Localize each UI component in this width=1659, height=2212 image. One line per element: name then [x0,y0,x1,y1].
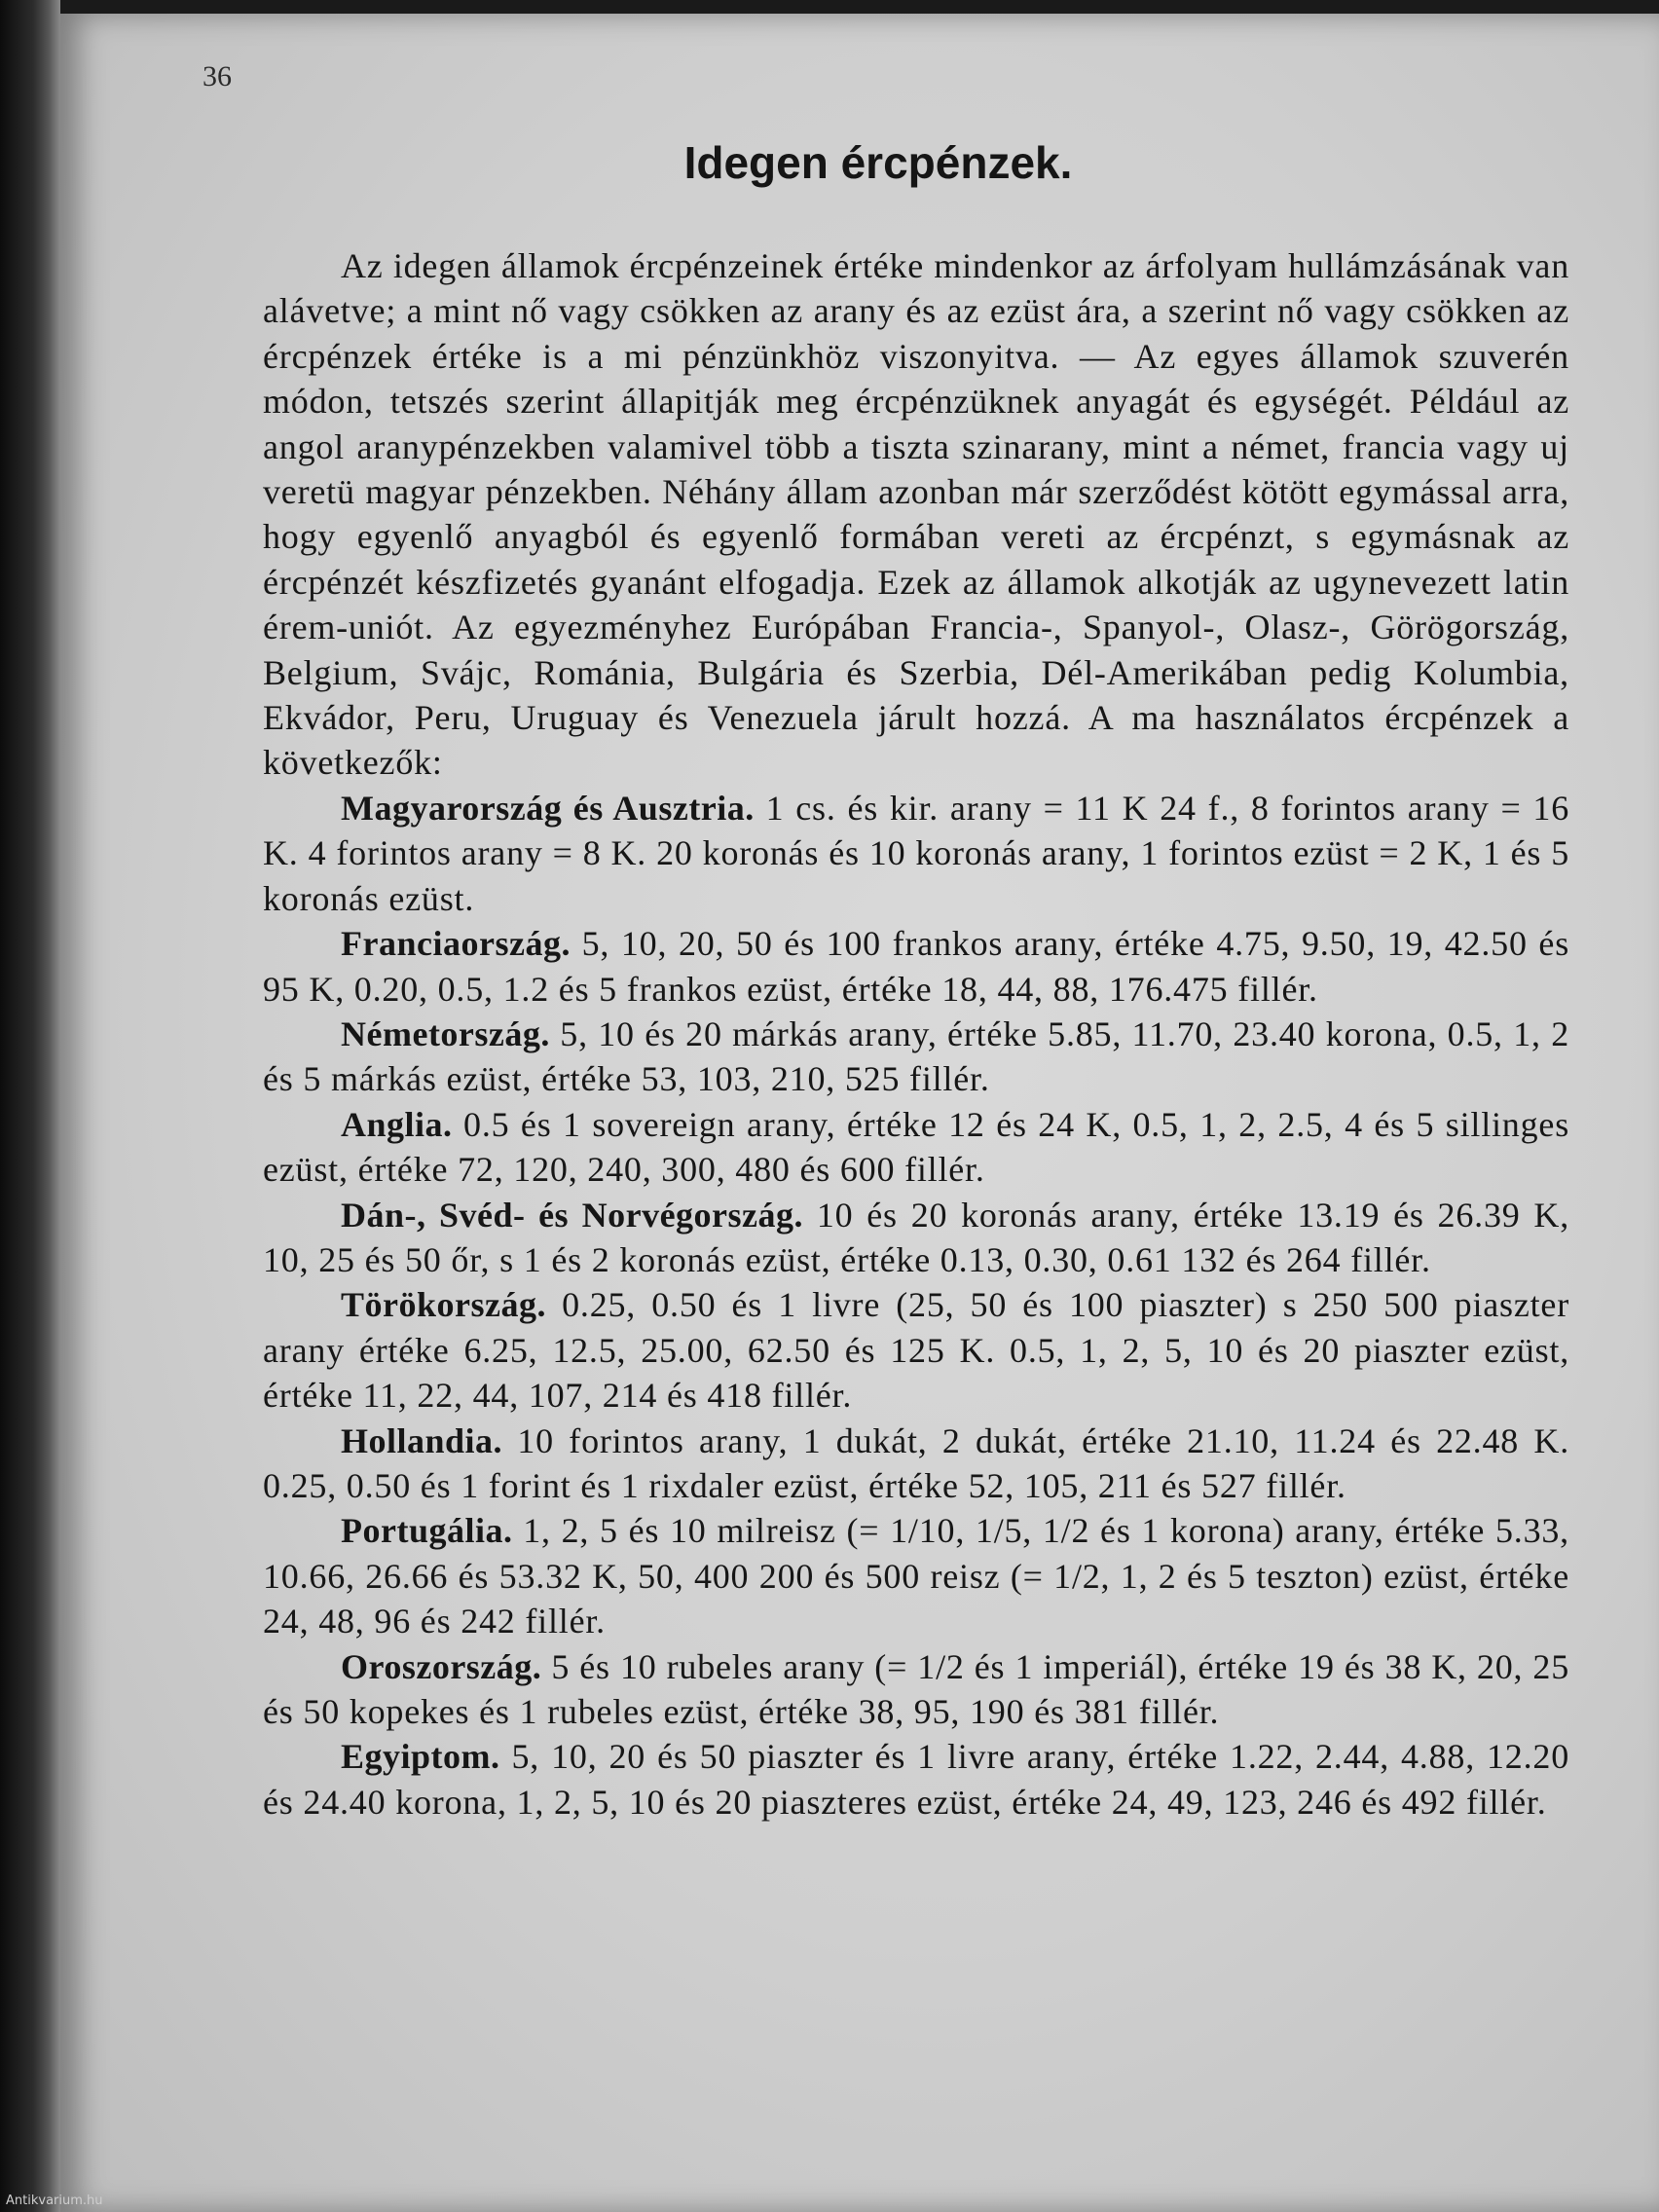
entry-text: 0.5 és 1 sovereign arany, értéke 12 és 24 K, 0.5, 1, 2, 2.5, 4 és 5 sillinges ezüst, értéke 72, 120, 240, 300, 480 és 600 fillér. [263,1104,1569,1190]
entry-paragraph [263,1282,1569,1418]
entry-paragraph [263,921,1569,1012]
entry-paragraph [263,1193,1569,1283]
entry-paragraph [263,1644,1569,1735]
entry-paragraph [263,1419,1569,1509]
entry-text: 5, 10, 20, 50 és 100 frankos arany, értéke 4.75, 9.50, 19, 42.50 és 95 K, 0.20, 0.5, 1.2 és 5 frankos ezüst, értéke 18, 44, 88, 176.475 fillér. [263,924,1569,1009]
country-name: Anglia. [341,1104,453,1144]
entry-paragraph [263,1508,1569,1643]
country-name: Németország. [341,1014,550,1053]
country-name: Franciaország. [341,924,571,964]
country-name: Dán-, Svéd- és Norvégország. [341,1195,804,1235]
body-text [263,243,1569,1825]
page-number: 36 [203,60,232,92]
entry-text: 1, 2, 5 és 10 milreisz (= 1/10, 1/5, 1/2 és 1 korona) arany, értéke 5.33, 10.66, 26.66 és 53.32 K, 50, 400 200 és 500 reisz (= 1/2, 1, 2 és 5 teszton) ezüst, értéke 24, 48, 96 és 242 fillér. [263,1511,1569,1641]
country-name: Magyarország és Ausztria. [341,788,755,828]
intro-paragraph: Az idegen államok ércpénzeinek értéke mindenkor az árfolyam hullámzásának van alávetve; a mint nő vagy csökken az arany és az ezüst ára, a szerint nő vagy csökken az ércpénzek értéke is a mi pénzünkhöz viszonyitva. — Az egyes államok szuverén módon, tetszés szerint állapitják meg ércpénzüknek anyagát és egységét. Például az angol aranypénzekben valamivel több a tiszta szinarany, mint a német, francia vagy uj veretü magyar pénzekben. Néhány állam azonban már szerződést kötött egymással arra, hogy egyenlő anyagból és egyenlő formában vereti az ércpénzt, s egymásnak az ércpénzét készfizetés gyanánt elfogadja. Ezek az államok alkotják az ugynevezett latin érem-uniót. Az egyezményhez Európában Francia-, Spanyol-, Olasz-, Görögország, Belgium, Svájc, Románia, Bulgária és Szerbia, Dél-Amerikában pedig Kolumbia, Ekvádor, Peru, Uruguay és Venezuela járult hozzá. A ma használatos ércpénzek a következők: [263,246,1569,783]
page-title: Idegen ércpénzek. [683,137,1073,188]
country-name: Portugália. [341,1511,513,1551]
entry-paragraph [263,1734,1569,1825]
country-name: Oroszország. [341,1646,542,1686]
country-name: Hollandia. [341,1420,503,1460]
watermark: Antikvarium.hu [6,2194,103,2208]
entry-paragraph [263,1012,1569,1102]
entry-text: 5, 10 és 20 márkás arany, értéke 5.85, 11.70, 23.40 korona, 0.5, 1, 2 és 5 márkás ezüst, értéke 53, 103, 210, 525 fillér. [263,1014,1569,1099]
entry-text: 10 forintos arany, 1 dukát, 2 dukát, értéke 21.10, 11.24 és 22.48 K. 0.25, 0.50 és 1 forint és 1 rixdaler ezüst, értéke 52, 105, 211 és 527 fillér. [263,1420,1569,1505]
entry-text: 5 és 10 rubeles arany (= 1/2 és 1 imperiál), értéke 19 és 38 K, 20, 25 és 50 kopekes és 1 rubeles ezüst, értéke 38, 95, 190 és 381 fillér. [263,1646,1569,1731]
entry-text: 1 cs. és kir. arany = 11 K 24 f., 8 forintos arany = 16 K. 4 forintos arany = 8 K. 20 koronás és 10 koronás arany, 1 forintos ezüst = 2 K, 1 és 5 koronás ezüst. [263,788,1569,918]
entry-paragraph [263,786,1569,921]
entry-text: 10 és 20 koronás arany, értéke 13.19 és 26.39 K, 10, 25 és 50 őr, s 1 és 2 koronás ezüst, értéke 0.13, 0.30, 0.61 132 és 264 fillér. [263,1195,1569,1279]
entry-text: 5, 10, 20 és 50 piaszter és 1 livre arany, értéke 1.22, 2.44, 4.88, 12.20 és 24.40 korona, 1, 2, 5, 10 és 20 piaszteres ezüst, értéke 24, 49, 123, 246 és 492 fillér. [263,1737,1569,1822]
book-binding [0,0,60,2212]
country-name: Egyiptom. [341,1737,500,1777]
entry-paragraph [263,1102,1569,1193]
entry-text: 0.25, 0.50 és 1 livre (25, 50 és 100 piaszter) s 250 500 piaszter arany értéke 6.25, 12.5, 25.00, 62.50 és 125 K. 0.5, 1, 2, 5, 10 és 20 piaszter ezüst, értéke 11, 22, 44, 107, 214 és 418 fillér. [263,1285,1569,1416]
country-name: Törökország. [341,1285,546,1325]
